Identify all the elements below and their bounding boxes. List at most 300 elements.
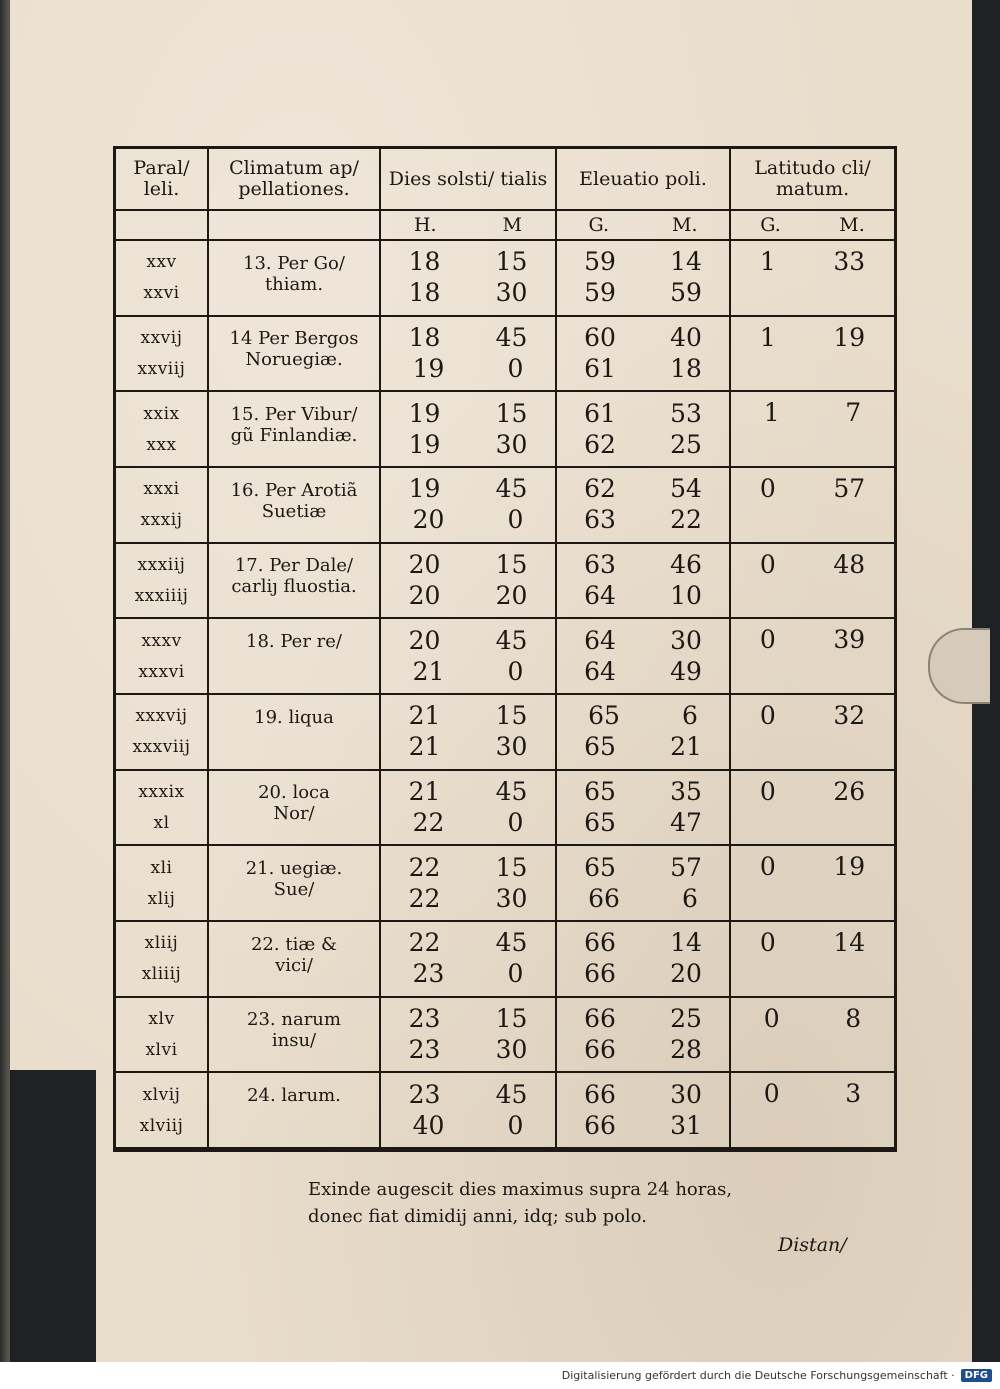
paralleli-pair [116, 398, 207, 460]
header-latitudo: Latitudo cli/ matum. [730, 149, 894, 210]
cell-eleuatio-degrees: 61 [584, 353, 616, 383]
cell-dies-values [381, 474, 555, 536]
paralleli-value: xlviij [139, 1115, 184, 1136]
cell-eleuatio-line [557, 627, 729, 655]
table-row [116, 770, 894, 846]
cell-eleuatio-minutes: 47 [670, 807, 702, 837]
header-dies: Dies solsti/ tialis [380, 149, 556, 210]
climatum-line: carliȷ fluostia. [231, 576, 357, 598]
cell-dies-line [381, 324, 555, 352]
cell-eleuatio [556, 694, 730, 770]
credit-bar [0, 1362, 1000, 1389]
latitudo-values [731, 922, 894, 957]
cell-climatum [208, 770, 380, 846]
cell-eleuatio-minutes: 30 [670, 625, 702, 655]
cell-dies-values [381, 549, 555, 611]
cell-dies-line [381, 431, 555, 459]
latitudo-values [731, 241, 894, 276]
cell-eleuatio-values [557, 398, 729, 460]
paralleli-pair [116, 1003, 207, 1065]
cell-eleuatio [556, 467, 730, 543]
cell-dies-line [381, 279, 555, 307]
cell-dies-minutes: 0 [507, 505, 524, 535]
cell-dies-minutes: 45 [495, 776, 528, 806]
cell-eleuatio-degrees: 64 [584, 580, 616, 610]
cell-dies [380, 997, 556, 1073]
subheader-elev [556, 210, 730, 240]
cell-eleuatio-degrees: 64 [584, 625, 616, 655]
cell-eleuatio-values [557, 852, 729, 914]
cell-dies-minutes: 30 [495, 732, 528, 762]
cell-eleuatio-minutes: 49 [670, 656, 702, 686]
cell-eleuatio-degrees: 62 [584, 474, 616, 504]
cell-climatum [208, 997, 380, 1073]
cell-dies-values [381, 625, 555, 687]
cell-dies-values [381, 776, 555, 838]
cell-eleuatio-minutes: 14 [670, 247, 702, 277]
cell-eleuatio-minutes: 25 [670, 1003, 702, 1033]
cell-dies-line [381, 1005, 555, 1033]
cell-eleuatio-line [557, 809, 729, 837]
cell-eleuatio-degrees: 66 [584, 1003, 616, 1033]
footer-line-1: Exinde augescit dies maximus supra 24 horas, [308, 1179, 733, 1200]
cell-eleuatio-degrees: 62 [584, 429, 616, 459]
cell-dies-values [381, 1003, 555, 1065]
latitudo-degrees: 0 [759, 700, 776, 730]
cell-eleuatio-line [557, 582, 729, 610]
subheader-lat [730, 210, 894, 240]
cell-eleuatio-values [557, 776, 729, 838]
cell-dies-minutes: 30 [495, 278, 528, 308]
climatum-pair [209, 776, 379, 838]
cell-paralleli [116, 1072, 208, 1148]
cell-latitudo [730, 997, 894, 1073]
cell-climatum [208, 240, 380, 316]
cell-latitudo [730, 1072, 894, 1148]
cell-dies-degrees: 21 [408, 776, 441, 806]
cell-dies-minutes: 30 [495, 1034, 528, 1064]
paralleli-value: xxvi [143, 283, 180, 304]
cell-eleuatio-degrees: 63 [584, 505, 616, 535]
paralleli-value: xxviij [137, 358, 186, 379]
cell-eleuatio-line [557, 355, 729, 383]
cell-climatum [208, 467, 380, 543]
climatum-pair [209, 625, 379, 687]
cell-eleuatio-values [557, 701, 729, 763]
cell-dies-minutes: 0 [507, 807, 524, 837]
cell-dies-values [381, 322, 555, 384]
climatum-line: 22. tiæ & [250, 933, 337, 955]
header-eleuatio: Eleuatio poli. [556, 149, 730, 210]
cell-eleuatio-line [557, 733, 729, 761]
cell-dies-degrees: 21 [408, 732, 441, 762]
cell-eleuatio-degrees: 65 [588, 701, 620, 731]
cell-climatum [208, 694, 380, 770]
cell-dies-line [381, 929, 555, 957]
climatum-pair [209, 474, 379, 536]
cell-eleuatio-degrees: 65 [584, 732, 616, 762]
cell-dies-values [381, 852, 555, 914]
latitudo-minutes: 48 [833, 549, 866, 579]
table-row [116, 921, 894, 997]
cell-dies-degrees: 20 [408, 580, 441, 610]
cell-eleuatio-minutes: 14 [670, 928, 702, 958]
cell-dies-degrees: 18 [408, 278, 441, 308]
paralleli-value: xxv [146, 252, 177, 273]
cell-dies [380, 770, 556, 846]
cell-eleuatio [556, 240, 730, 316]
cell-dies-degrees: 19 [408, 429, 441, 459]
paralleli-pair [116, 549, 207, 611]
latitudo-values [731, 846, 894, 881]
climatum-line: 16. Per Arotiã [230, 479, 358, 501]
climatum-line: Suetiæ [261, 500, 327, 522]
cell-paralleli [116, 316, 208, 392]
cell-latitudo [730, 240, 894, 316]
latitudo-minutes: 26 [833, 776, 866, 806]
climatum-pair [209, 398, 379, 460]
paralleli-value: xxxij [140, 510, 183, 531]
cell-dies-minutes: 45 [495, 928, 528, 958]
table-row [116, 845, 894, 921]
cell-dies [380, 618, 556, 694]
cell-dies-minutes: 15 [495, 549, 528, 579]
cell-dies-degrees: 23 [408, 1079, 441, 1109]
cell-paralleli [116, 618, 208, 694]
cell-dies-minutes: 20 [495, 580, 528, 610]
subheader-dies-h: H. [413, 214, 437, 236]
table-row [116, 543, 894, 619]
cell-paralleli [116, 997, 208, 1073]
cell-latitudo [730, 316, 894, 392]
cell-dies-line [381, 582, 555, 610]
dfg-logo: DFG [961, 1369, 992, 1382]
paralleli-value: xxxvi [138, 661, 185, 682]
cell-eleuatio-degrees: 65 [584, 807, 616, 837]
paralleli-pair [116, 701, 207, 763]
paralleli-value: xxxv [141, 630, 182, 651]
cell-latitudo [730, 391, 894, 467]
cell-eleuatio-minutes: 40 [670, 322, 702, 352]
cell-eleuatio [556, 543, 730, 619]
cell-paralleli [116, 543, 208, 619]
paralleli-value: xxxi [143, 479, 180, 500]
cell-dies-line [381, 1112, 555, 1140]
cell-dies-line [381, 809, 555, 837]
cell-dies-minutes: 30 [495, 429, 528, 459]
cell-eleuatio-degrees: 63 [584, 549, 616, 579]
cell-dies-line [381, 400, 555, 428]
paralleli-value: xlv [148, 1008, 175, 1029]
paralleli-pair [116, 776, 207, 838]
latitudo-minutes: 3 [845, 1079, 862, 1109]
cell-climatum [208, 391, 380, 467]
cell-dies-minutes: 45 [495, 474, 528, 504]
cell-dies [380, 1072, 556, 1148]
cell-eleuatio-degrees: 66 [584, 959, 616, 989]
catchword: Distan/ [778, 1234, 847, 1256]
cell-dies-degrees: 19 [408, 474, 441, 504]
cell-eleuatio-values [557, 625, 729, 687]
cell-climatum [208, 845, 380, 921]
paralleli-value: xliiij [141, 964, 182, 985]
climatum-line: Sue/ [273, 879, 315, 901]
latitudo-minutes: 33 [833, 247, 866, 276]
cell-eleuatio-degrees: 66 [584, 1110, 616, 1140]
cell-dies-line [381, 960, 555, 988]
cell-climatum [208, 618, 380, 694]
cell-eleuatio-values [557, 549, 729, 611]
cell-eleuatio-line [557, 658, 729, 686]
cell-eleuatio-line [557, 506, 729, 534]
cell-dies-line [381, 627, 555, 655]
cell-dies [380, 543, 556, 619]
paralleli-value: xlvi [145, 1039, 178, 1060]
cell-latitudo [730, 618, 894, 694]
cell-eleuatio [556, 316, 730, 392]
paralleli-value: xxxiiij [134, 585, 189, 606]
cell-eleuatio-line [557, 279, 729, 307]
cell-eleuatio-minutes: 22 [670, 505, 702, 535]
cell-eleuatio-minutes: 10 [670, 580, 702, 610]
latitudo-minutes: 19 [833, 322, 866, 352]
credit-text: Digitalisierung gefördert durch die Deutsche Forschungsgemeinschaft · [561, 1369, 955, 1382]
cell-dies-minutes: 15 [495, 247, 528, 277]
cell-eleuatio-minutes: 30 [670, 1079, 702, 1109]
paralleli-pair [116, 928, 207, 990]
climatum-line: Noruegiæ. [245, 349, 343, 371]
paralleli-pair [116, 1079, 207, 1141]
cell-eleuatio [556, 845, 730, 921]
cell-dies-minutes: 45 [495, 1079, 528, 1109]
latitudo-degrees: 0 [763, 1003, 780, 1033]
cell-dies-line [381, 475, 555, 503]
subheader-empty [208, 210, 380, 240]
cell-eleuatio-minutes: 54 [670, 474, 702, 504]
cell-eleuatio-minutes: 59 [670, 278, 702, 308]
climatum-line: 21. uegiæ. [245, 858, 343, 880]
cell-eleuatio-line [557, 778, 729, 806]
latitudo-minutes: 32 [833, 700, 866, 730]
cell-eleuatio-minutes: 53 [670, 398, 702, 428]
cell-dies-line [381, 355, 555, 383]
paralleli-value: xxxiij [137, 554, 186, 575]
cell-dies-degrees: 20 [412, 505, 445, 535]
climatum-line: insu/ [271, 1030, 317, 1052]
cell-latitudo [730, 770, 894, 846]
cell-climatum [208, 543, 380, 619]
cell-dies-line [381, 778, 555, 806]
paralleli-value: xliij [144, 933, 179, 954]
footer-line-2: donec fiat dimidij anni, idq; sub polo. [308, 1206, 647, 1227]
latitudo-degrees: 0 [759, 852, 776, 882]
cell-paralleli [116, 467, 208, 543]
cell-eleuatio-line [557, 400, 729, 428]
climatum-line: Nor/ [273, 803, 315, 825]
table-row [116, 240, 894, 316]
climatum-pair [209, 549, 379, 611]
paralleli-value: xxxviij [132, 737, 191, 758]
cell-dies-degrees: 22 [408, 928, 441, 958]
paralleli-value: xxvij [140, 327, 183, 348]
cell-eleuatio-degrees: 66 [584, 1034, 616, 1064]
cell-paralleli [116, 391, 208, 467]
latitudo-degrees: 0 [759, 625, 776, 655]
cell-eleuatio-line [557, 854, 729, 882]
cell-dies-degrees: 23 [412, 959, 445, 989]
latitudo-degrees: 1 [759, 322, 776, 352]
latitudo-values [731, 468, 894, 503]
cell-dies [380, 391, 556, 467]
cell-eleuatio-values [557, 247, 729, 309]
cell-eleuatio-line [557, 960, 729, 988]
cell-climatum [208, 921, 380, 997]
climatum-pair [209, 322, 379, 384]
cell-eleuatio-line [557, 1005, 729, 1033]
cell-eleuatio [556, 997, 730, 1073]
cell-dies-line [381, 885, 555, 913]
climatum-pair [209, 1079, 379, 1141]
climatum-line: 18. Per re/ [246, 631, 342, 653]
cell-eleuatio-minutes: 28 [670, 1034, 702, 1064]
cell-eleuatio-line [557, 1081, 729, 1109]
climatum-line: 15. Per Vibur/ [230, 404, 358, 426]
cell-dies-values [381, 1079, 555, 1141]
paralleli-pair [116, 474, 207, 536]
cell-paralleli [116, 694, 208, 770]
subheader-lat-m: M. [839, 214, 865, 236]
cell-dies-minutes: 15 [495, 1003, 528, 1033]
cell-dies-minutes: 45 [495, 322, 528, 352]
cell-dies-line [381, 658, 555, 686]
latitudo-minutes: 14 [833, 927, 866, 957]
cell-eleuatio-minutes: 25 [670, 429, 702, 459]
subheader-elev-m: M. [672, 214, 698, 236]
cell-paralleli [116, 845, 208, 921]
cell-latitudo [730, 694, 894, 770]
cell-dies-line [381, 733, 555, 761]
climatum-line: gũ Finlandiæ. [230, 425, 358, 447]
cell-dies-line [381, 702, 555, 730]
cell-eleuatio-minutes: 18 [670, 353, 702, 383]
cell-dies-minutes: 0 [507, 353, 524, 383]
cell-eleuatio-minutes: 57 [670, 852, 702, 882]
cell-eleuatio-line [557, 885, 729, 913]
cell-eleuatio [556, 618, 730, 694]
cell-dies-minutes: 0 [507, 959, 524, 989]
cell-eleuatio-values [557, 474, 729, 536]
cell-eleuatio-line [557, 702, 729, 730]
subheader-empty [116, 210, 208, 240]
cell-eleuatio [556, 1072, 730, 1148]
cell-latitudo [730, 543, 894, 619]
cell-eleuatio-line [557, 324, 729, 352]
cell-dies-line [381, 1081, 555, 1109]
cell-eleuatio-degrees: 66 [584, 928, 616, 958]
climatum-line: 13. Per Go/ [243, 252, 345, 274]
page-torn-corner [10, 1070, 96, 1362]
latitudo-values [731, 998, 894, 1033]
cell-eleuatio-degrees: 65 [584, 852, 616, 882]
cell-dies-minutes: 15 [495, 852, 528, 882]
cell-eleuatio-minutes: 21 [670, 732, 702, 762]
climatum-line: thiam. [264, 273, 324, 295]
cell-eleuatio-values [557, 1079, 729, 1141]
cell-dies-degrees: 20 [408, 625, 441, 655]
paralleli-pair [116, 852, 207, 914]
cell-dies-degrees: 23 [408, 1034, 441, 1064]
cell-dies-values [381, 247, 555, 309]
latitudo-minutes: 57 [833, 473, 866, 503]
climatum-pair [209, 852, 379, 914]
latitudo-minutes: 7 [845, 398, 862, 428]
latitudo-degrees: 0 [759, 549, 776, 579]
paralleli-value: xxix [143, 403, 180, 424]
cell-latitudo [730, 921, 894, 997]
table-row [116, 1072, 894, 1148]
latitudo-degrees: 0 [759, 776, 776, 806]
latitudo-values [731, 771, 894, 806]
latitudo-minutes: 39 [833, 625, 866, 655]
cell-dies-minutes: 0 [507, 656, 524, 686]
cell-dies [380, 694, 556, 770]
paralleli-value: xl [153, 812, 170, 833]
cell-dies-line [381, 551, 555, 579]
cell-eleuatio-minutes: 6 [682, 883, 698, 913]
climatum-line: 17. Per Dale/ [234, 555, 354, 577]
cell-dies-minutes: 0 [507, 1110, 524, 1140]
climatum-line: 24. larum. [247, 1085, 341, 1107]
cell-latitudo [730, 845, 894, 921]
header-climatum: Climatum ap/ pellationes. [208, 149, 380, 210]
cell-dies-degrees: 21 [412, 656, 445, 686]
cell-eleuatio-minutes: 46 [670, 549, 702, 579]
cell-dies-minutes: 15 [495, 701, 528, 731]
cell-eleuatio-minutes: 31 [670, 1110, 702, 1140]
cell-dies-values [381, 701, 555, 763]
climatum-line: 19. liqua [254, 706, 334, 728]
cell-dies-minutes: 15 [495, 398, 528, 428]
cell-dies-degrees: 18 [408, 247, 441, 277]
cell-eleuatio-degrees: 66 [584, 1079, 616, 1109]
cell-eleuatio-values [557, 1003, 729, 1065]
cell-dies-minutes: 30 [495, 883, 528, 913]
table-row [116, 316, 894, 392]
paralleli-value: xli [150, 857, 173, 878]
cell-dies-values [381, 398, 555, 460]
latitudo-minutes: 19 [833, 852, 866, 882]
latitudo-values [731, 619, 894, 654]
cell-dies-degrees: 21 [408, 701, 441, 731]
cell-eleuatio-line [557, 431, 729, 459]
climata-table [113, 146, 897, 1152]
cell-eleuatio [556, 391, 730, 467]
cell-dies [380, 316, 556, 392]
cell-dies-degrees: 20 [408, 549, 441, 579]
cell-dies-degrees: 22 [408, 883, 441, 913]
cell-eleuatio-degrees: 61 [584, 398, 616, 428]
cell-dies-minutes: 45 [495, 625, 528, 655]
cell-eleuatio-minutes: 20 [670, 959, 702, 989]
climatum-line: 20. loca [258, 782, 330, 804]
cell-dies-degrees: 18 [408, 322, 441, 352]
subheader-dies [380, 210, 556, 240]
paralleli-value: xlij [147, 888, 176, 909]
cell-latitudo [730, 467, 894, 543]
climatum-pair [209, 928, 379, 990]
latitudo-values [731, 317, 894, 352]
cell-eleuatio-line [557, 248, 729, 276]
